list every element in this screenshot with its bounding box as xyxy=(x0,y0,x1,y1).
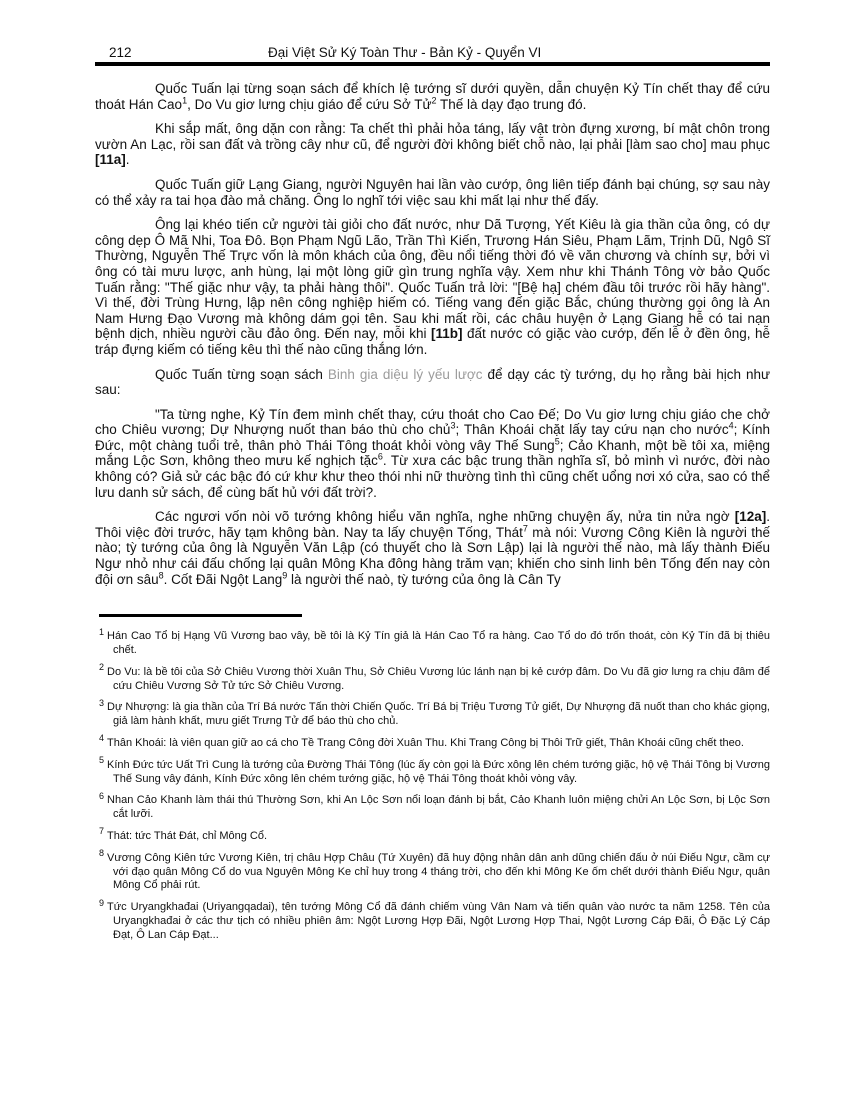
footnote-item xyxy=(95,662,770,694)
page-number: 212 xyxy=(109,45,132,60)
folio-marker: [11b] xyxy=(431,326,463,342)
book-title: Binh gia diệu lý yếu lược xyxy=(327,366,483,382)
footnote-number: 6 xyxy=(99,790,105,801)
footnote-ref: 8 xyxy=(158,570,164,581)
footnote-item xyxy=(95,755,770,787)
text-segment: Quốc Tuấn giữ Lạng Giang, người Nguyên hai lần vào cướp, ông liên tiếp đánh bại chúng, sợ sau này có thể xảy ra tai họa đào mả chăng. Ông lo nghĩ tới việc sau khi mất lại như thế đấy. xyxy=(95,176,770,208)
body-paragraph xyxy=(95,509,770,587)
footnote-ref: 6 xyxy=(377,451,383,462)
footnote-ref: 5 xyxy=(554,436,560,447)
text-segment: , Do Vu giơ lưng chịu giáo để cứu Sở Tử xyxy=(187,96,432,112)
body-paragraph xyxy=(95,367,770,398)
text-segment: ; Thân Khoái chặt lấy tay cứu nạn cho nước xyxy=(455,422,729,438)
footnote-ref: 2 xyxy=(431,95,437,106)
footnote-item xyxy=(95,790,770,822)
footnote-separator xyxy=(99,614,302,617)
footnote-text: Thân Khoái: là viên quan giữ ao cá cho Tề Trang Công đời Xuân Thu. Khi Trang Công bị Thôi Trữ giết, Thân Khoái cũng chết theo. xyxy=(107,737,744,749)
text-segment: để dạy các tỳ tướng, dụ họ rằng bài hịch như sau: xyxy=(95,366,771,398)
folio-marker: [11a] xyxy=(95,152,126,168)
footnote-text: Do Vu: là bề tôi của Sở Chiêu Vương thời Xuân Thu, Sở Chiêu Vương lúc lánh nạn bị kẻ cướp đâm. Do Vu đã giơ lưng ra chịu đâm để cứu Chiêu Vương Sở Tử tức Sở Chiêu Vương. xyxy=(107,665,770,692)
body-paragraph xyxy=(95,217,770,357)
text-segment: Ông lại khéo tiến cử người tài giỏi cho đất nước, như Dã Tượng, Yết Kiêu là gia thần của ông, có dự công dẹp Ô Mã Nhi, Toa Đô. Bọn Phạm Ngũ Lão, Trần Thì Kiến, Trương Hán Siêu, Phạm Lãm, Trịnh Dũ, Ngô Sĩ Thường, Nguyễn Thế Trực vốn là môn khách của ông, đều nổi tiếng thời đó về văn chương và chính sự, bởi vì ông có tài mưu lược, anh hùng, lại một lòng giữ gìn trung nghĩa vậy. Xem như khi Thánh Tông vờ bảo Quốc Tuấn rằng: "Thế giặc như vậy, ta phải hàng thôi". Quốc Tuấn trả lời: "[Bệ hạ] chém đầu tôi trước rồi hãy hàng". Vì thế, đời Trùng Hưng, lập nên công nghiệp hiếm có. Tiếng vang đến giặc Bắc, chúng thường gọi ông là An Nam Hưng Đạo Vương mà không dám gọi tên. Sau khi mất rồi, các châu huyện ở Lạng Giang hễ có tai nạn bệnh dịch, nhiều người cầu đảo ông. Đến nay, mỗi khi xyxy=(95,217,770,342)
text-segment: "Ta từng nghe, Kỷ Tín đem mình chết thay, cứu thoát cho Cao Đế; Do Vu giơ lưng chịu giáo che chở cho Chiêu vương; Dự Nhượng nuốt than báo thù cho chủ xyxy=(95,406,770,438)
footnote-number: 8 xyxy=(99,848,105,859)
text-segment: Thế là dạy đạo trung đó. xyxy=(436,96,587,112)
footnote-text: Dự Nhượng: là gia thần của Trí Bá nước Tấn thời Chiến Quốc. Trí Bá bị Triệu Tương Tử giết, Dự Nhượng đã nuốt than cho khác giọng, giả làm hành khất, mưu giết Trưng Tử để báo thù cho chủ. xyxy=(107,701,770,728)
footnote-ref: 3 xyxy=(450,420,456,431)
running-title: Đại Việt Sử Ký Toàn Thư - Bản Kỷ - Quyển VI xyxy=(268,45,542,60)
footnote-number: 7 xyxy=(99,826,105,837)
text-segment: Khi sắp mất, ông dặn con rằng: Ta chết thì phải hỏa táng, lấy vật tròn đựng xương, bí mật chôn trong vườn An Lạc, rồi san đất và trồng cây như cũ, để người đời không biết chỗ nào, lại phải [làm sao cho] mau phục xyxy=(95,121,770,152)
text-segment: ; Kính Đức, một chàng tuổi trẻ, thân phò Thái Tông thoát khỏi vòng vây Thế Sung xyxy=(95,422,770,453)
text-segment: Các ngươi vốn nòi võ tướng không hiểu văn nghĩa, nghe những chuyện ấy, nửa tin nửa ngờ xyxy=(155,509,735,525)
page-header xyxy=(95,40,770,66)
footnote-ref: 1 xyxy=(182,95,188,106)
footnote-text: Vương Công Kiên tức Vương Kiên, trị châu Hợp Châu (Tứ Xuyên) đã huy động nhân dân anh dũng chiến đấu ở núi Điếu Ngư, cầm cự với đạo quân Mông Cổ do vua Nguyên Mông Ke chỉ huy trong 4 tháng trời, cho đến khi Mông Ke ốm chết dưới thành Điếu Ngư, quân Mông Cổ phải rút. xyxy=(107,851,770,892)
footnote-text: Thát: tức Thát Đát, chỉ Mông Cổ. xyxy=(107,829,268,842)
footnote-text: Tức Uryangkhađai (Uriyangqadai), tên tướng Mông Cổ đã đánh chiếm vùng Vân Nam và tiến quân vào nước ta năm 1258. Tên của Uryangkhađai ở các thư tịch có nhiều phiên âm: Ngột Lương Hợp Đãi, Ngột Lương Hợp Thai, Ngột Lương Cáp Đãi, Ô Đặc Lý Cáp Đạt, Ô Lan Cáp Đạt... xyxy=(107,901,770,941)
text-segment: là người thế naò, tỳ tướng của ông là Cân Ty xyxy=(287,571,561,587)
text-segment: . Từ xưa các bậc trung thần nghĩa sĩ, bỏ mình vì nước, đời nào không có? Giả sử các bậc đó cứ khư khư theo thói nhi nữ thường tình thì cũng chết uổng nơi xó cửa, sao có thể lưu danh sử sách, để cùng bất hủ với đất trời?. xyxy=(95,453,770,500)
footnotes-section xyxy=(95,626,770,942)
text-segment: đất nước có giặc vào cướp, đến lễ ở đền ông, hễ tráp đựng kiếm có tiếng kêu thì thế nào cũng thắng lớn. xyxy=(95,326,770,357)
body-paragraph xyxy=(95,177,770,208)
footnote-number: 9 xyxy=(99,897,105,908)
footnote-item xyxy=(95,697,770,729)
body-paragraph xyxy=(95,407,770,501)
footnote-item xyxy=(95,626,770,658)
footnote-number: 5 xyxy=(99,755,105,766)
folio-marker: [12a] xyxy=(734,509,767,525)
footnote-item xyxy=(95,897,770,942)
footnote-item xyxy=(95,733,770,751)
body-text xyxy=(95,81,770,587)
footnote-text: Kính Đức tức Uất Trì Cung là tướng của Đường Thái Tông (lúc ấy còn gọi là Đức xông lên chém tướng giặc, hộ vệ Thái Tông bị Vương Thế Sung vây đánh, Kính Đức xông lên chém tướng giặc, hộ vệ Thái Tông thoát khỏi vòng vây. xyxy=(107,758,770,785)
footnote-number: 4 xyxy=(99,733,105,744)
footnote-number: 3 xyxy=(99,697,105,708)
footnote-ref: 7 xyxy=(522,523,528,534)
text-segment: Quốc Tuấn từng soạn sách xyxy=(155,366,328,382)
footnote-number: 2 xyxy=(99,662,105,673)
text-segment: . Cốt Đãi Ngột Lang xyxy=(163,571,283,587)
body-paragraph xyxy=(95,81,770,112)
text-segment: ; Cảo Khanh, một bề tôi xa, miệng mắng Lộc Sơn, không theo mưu kế nghịch tặc xyxy=(95,437,770,469)
footnote-ref: 4 xyxy=(728,420,734,431)
footnote-item xyxy=(95,826,770,844)
footnote-number: 1 xyxy=(99,626,105,637)
body-paragraph xyxy=(95,121,770,168)
footnote-text: Nhan Cảo Khanh làm thái thú Thường Sơn, khi An Lộc Sơn nổi loạn đánh bị bắt, Cảo Khanh luôn miệng chửi An Lộc Sơn, bị Lộc Sơn cắt lưỡi. xyxy=(107,794,770,821)
footnote-ref: 9 xyxy=(282,570,288,581)
text-segment: . Thôi việc đời trước, hãy tạm không bàn. Nay ta lấy chuyện Tống, Thát xyxy=(95,509,770,540)
text-segment: mà nói: Vương Công Kiên là người thế nào; tỳ tướng của ông là Nguyễn Văn Lập (có thuyết cho là Sơn Lập) lại là người thế nào, mà lấy thành Điếu Ngư nhỏ như cái đấu chống lại quân Mông Kha đông hàng trăm vạn; khiến cho sinh linh bên Tống đến nay còn đội ơn sâu xyxy=(95,524,770,587)
text-segment: Quốc Tuấn lại từng soạn sách để khích lệ tướng sĩ dưới quyền, dẫn chuyện Kỷ Tín chết thay để cứu thoát Hán Cao xyxy=(95,81,770,112)
text-segment: . xyxy=(125,152,130,168)
footnote-text: Hán Cao Tổ bị Hạng Vũ Vương bao vây, bề tôi là Kỷ Tín giả là Hán Cao Tổ ra hàng. Cao Tổ do đó trốn thoát, còn Kỷ Tín đã bị thiêu chết. xyxy=(107,630,770,657)
footnote-item xyxy=(95,848,770,893)
